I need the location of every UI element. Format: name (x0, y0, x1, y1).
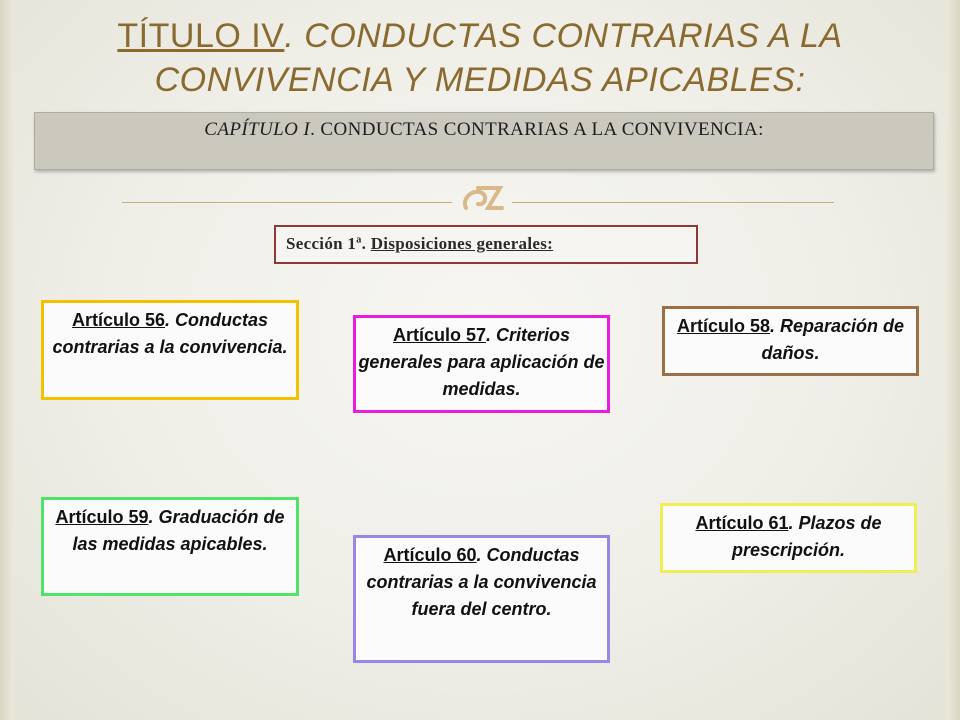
section-text: Disposiciones generales: (370, 234, 554, 253)
divider-left (122, 202, 452, 203)
article-56-box[interactable] (41, 300, 299, 400)
article-61-box[interactable] (660, 503, 917, 573)
article-head: Artículo 57 (392, 325, 486, 345)
article-57-box[interactable] (353, 315, 610, 413)
article-head: Artículo 59 (55, 507, 149, 527)
article-head: Artículo 61 (695, 513, 789, 533)
article-60-box[interactable] (353, 535, 610, 663)
article-head: Artículo 60 (383, 545, 477, 565)
title-rest-line1: . CONDUCTAS CONTRARIAS A LA (284, 17, 843, 55)
article-text: . Conductas contrarias a la convivencia. (52, 310, 288, 357)
frame-right (946, 0, 960, 720)
article-head: Artículo 58 (676, 316, 770, 336)
article-text: . Conductas contrarias a la convivencia fuera del centro. (366, 545, 597, 619)
article-text: . Graduación de las medidas apicables. (72, 507, 285, 554)
article-59-box[interactable] (41, 497, 299, 596)
page-title (40, 14, 920, 102)
chapter-banner (34, 112, 934, 170)
section-label: Sección 1ª. (286, 234, 371, 253)
chapter-label: CAPÍTULO I (204, 119, 311, 140)
chapter-text: . CONDUCTAS CONTRARIAS A LA CONVIVENCIA: (310, 119, 764, 140)
title-main: TÍTULO IV (117, 17, 285, 55)
divider-right (512, 202, 834, 203)
article-text: . Reparación de daños. (761, 316, 905, 363)
article-text: . Plazos de prescripción. (731, 513, 882, 560)
scroll-ornament-icon (458, 178, 508, 218)
title-rest-line2: CONVIVENCIA Y MEDIDAS APICABLES: (154, 61, 806, 99)
article-text: . Criterios generales para aplicación de medidas. (358, 325, 605, 399)
article-58-box[interactable] (662, 306, 919, 376)
section-heading (274, 225, 698, 264)
article-head: Artículo 56 (71, 310, 165, 330)
frame-left (0, 0, 14, 720)
